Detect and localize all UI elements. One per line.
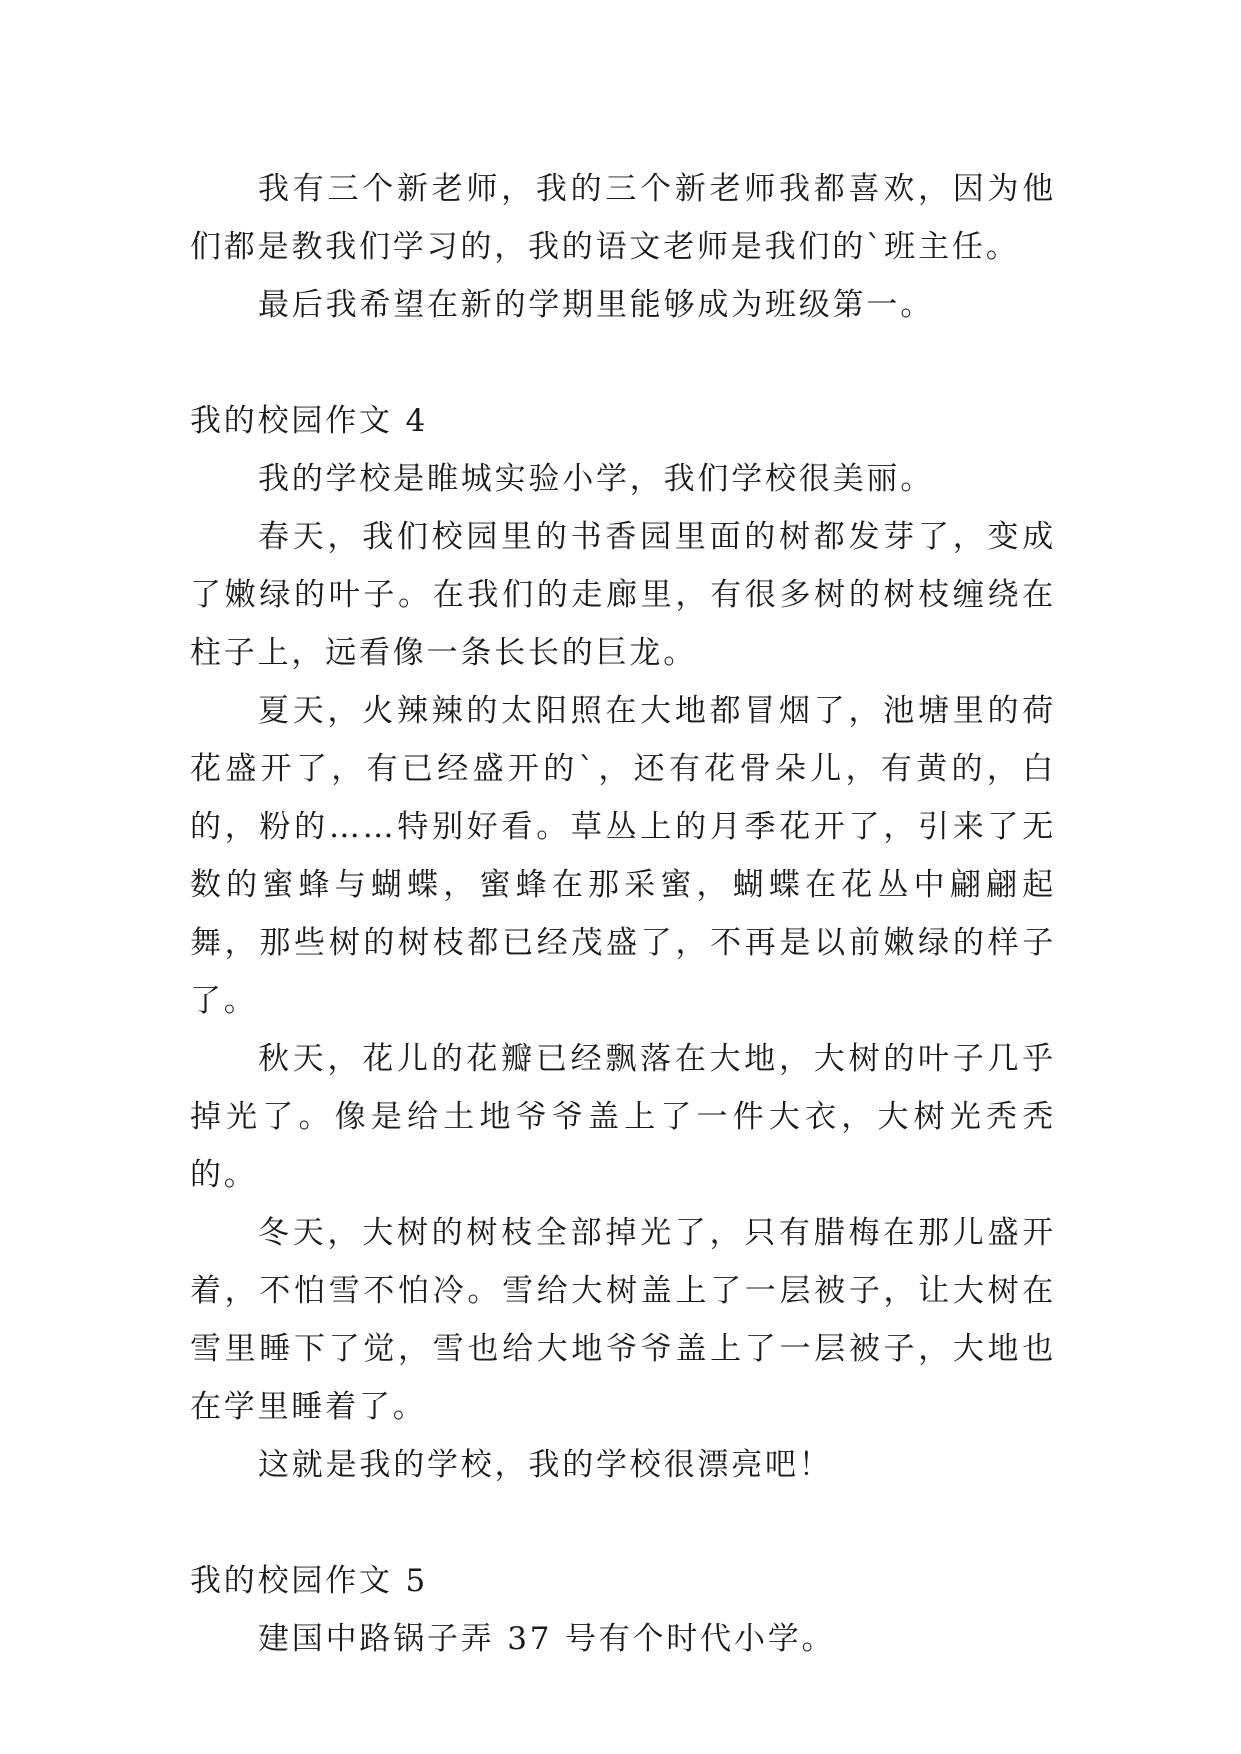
essay-4-title: 我的校园作文 4 <box>190 403 428 439</box>
section-gap <box>190 1494 1056 1552</box>
paragraph-autumn: 秋天，花儿的花瓣已经飘落在大地，大树的叶子几乎掉光了。像是给土地爷爷盖上了一件大衣，大树光秃秃的。 <box>190 1041 1056 1193</box>
paragraph-essay-5-intro: 建国中路锅子弄 37 号有个时代小学。 <box>258 1621 836 1657</box>
paragraph-hope: 最后我希望在新的学期里能够成为班级第一。 <box>258 287 934 323</box>
document-page <box>190 160 1056 1668</box>
paragraph-summer: 夏天，火辣辣的太阳照在大地都冒烟了，池塘里的荷花盛开了，有已经盛开的`，还有花骨朵儿，有黄的，白的，粉的……特别好看。草丛上的月季花开了，引来了无数的蜜蜂与蝴蝶，蜜蜂在那采蜜，蝴蝶在花丛中翩翩起舞，那些树的树枝都已经茂盛了，不再是以前嫩绿的样子了。 <box>190 693 1056 1019</box>
paragraph-spring: 春天，我们校园里的书香园里面的树都发芽了，变成了嫩绿的叶子。在我们的走廊里，有很多树的树枝缠绕在柱子上，远看像一条长长的巨龙。 <box>190 519 1056 671</box>
paragraph-new-teachers: 我有三个新老师，我的三个新老师我都喜欢，因为他们都是教我们学习的，我的语文老师是我们的`班主任。 <box>190 171 1056 265</box>
paragraph-conclusion: 这就是我的学校，我的学校很漂亮吧！ <box>258 1447 833 1483</box>
essay-5-title: 我的校园作文 5 <box>190 1563 428 1599</box>
paragraph-school-intro: 我的学校是睢城实验小学，我们学校很美丽。 <box>258 461 934 497</box>
section-gap <box>190 334 1056 392</box>
paragraph-winter: 冬天，大树的树枝全部掉光了，只有腊梅在那儿盛开着，不怕雪不怕冷。雪给大树盖上了一层被子，让大树在雪里睡下了觉，雪也给大地爷爷盖上了一层被子，大地也在学里睡着了。 <box>190 1215 1056 1425</box>
